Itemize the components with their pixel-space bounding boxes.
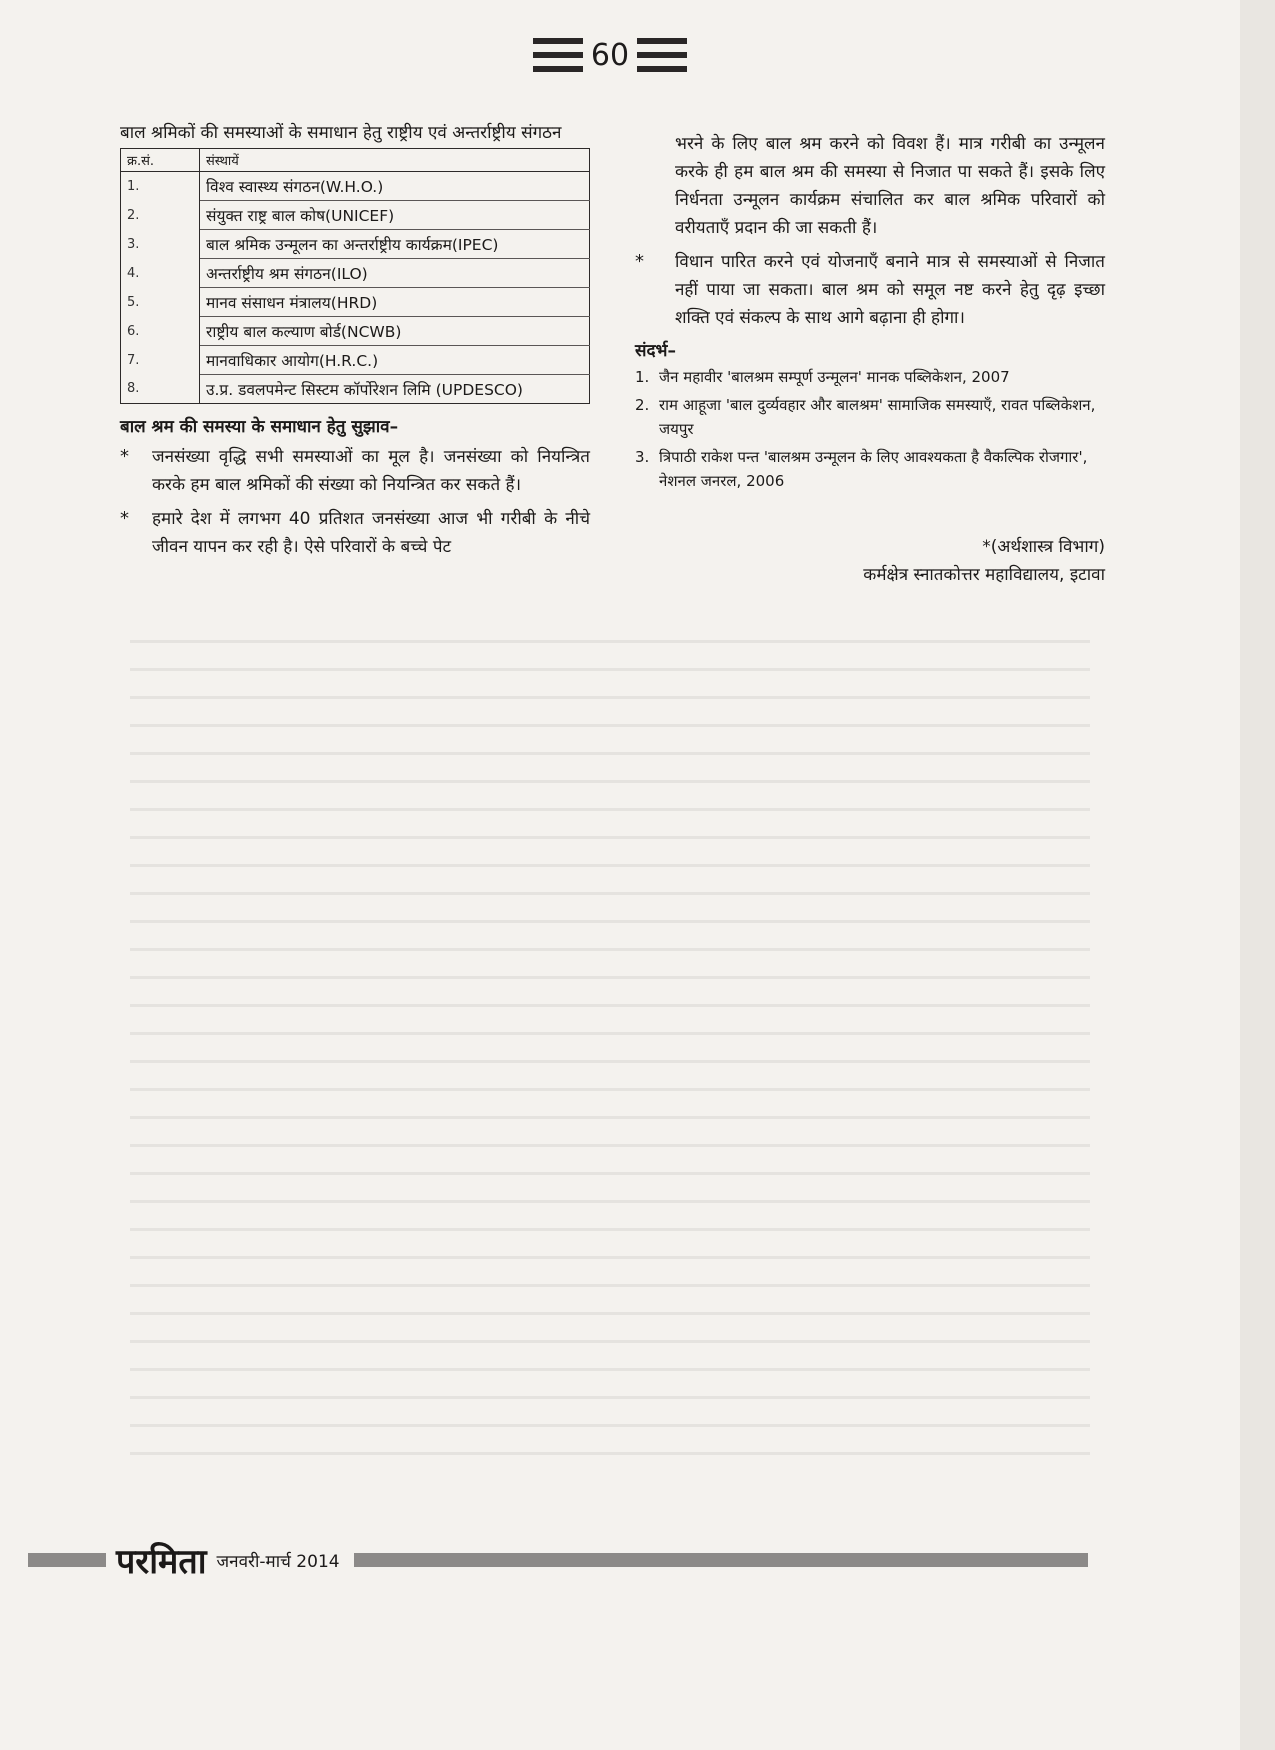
row-institution: बाल श्रमिक उन्मूलन का अन्तर्राष्ट्रीय कार्यक्रम(IPEC): [200, 230, 590, 259]
row-institution: अन्तर्राष्ट्रीय श्रम संगठन(ILO): [200, 259, 590, 288]
author-affiliation: [635, 533, 1105, 589]
row-serial: 2.: [121, 201, 200, 230]
row-serial: 6.: [121, 317, 200, 346]
right-column: [635, 130, 1105, 589]
asterisk-bullet-icon: *: [635, 251, 644, 272]
reference-text: त्रिपाठी राकेश पन्त 'बालश्रम उन्मूलन के लिए आवश्यकता है वैकल्पिक रोजगार', नेशनल जनरल, 2006: [659, 448, 1088, 490]
row-institution: मानवाधिकार आयोग(H.R.C.): [200, 346, 590, 375]
issue-date: जनवरी-मार्च 2014: [216, 1551, 340, 1572]
row-institution: संयुक्त राष्ट्र बाल कोष(UNICEF): [200, 201, 590, 230]
table-row: [121, 288, 590, 317]
asterisk-bullet-icon: *: [120, 508, 129, 529]
table-header-row: [121, 149, 590, 172]
page-number: [530, 30, 690, 80]
footer-stripe-right: [354, 1553, 1088, 1567]
bleed-through-text: [130, 640, 1090, 1500]
reference-item: [635, 393, 1105, 441]
row-institution: राष्ट्रीय बाल कल्याण बोर्ड(NCWB): [200, 317, 590, 346]
department-name: *(अर्थशास्त्र विभाग): [982, 537, 1105, 557]
table-row: [121, 172, 590, 201]
table-row: [121, 346, 590, 375]
reference-text: राम आहूजा 'बाल दुर्व्यवहार और बालश्रम' सामाजिक समस्याएँ, रावत पब्लिकेशन, जयपुर: [659, 396, 1096, 438]
reference-item: [635, 365, 1105, 389]
page-number-value: 60: [590, 37, 630, 73]
suggestion-continuation: भरने के लिए बाल श्रम करने को विवश हैं। मात्र गरीबी का उन्मूलन करके ही हम बाल श्रम की समस्या से निजात पा सकते हैं। इसके लिए निर्धनता उन्मूलन कार्यक्रम संचालित कर बाल श्रमिक परिवारों को वरीयताएँ प्रदान की जा सकती हैं।: [675, 134, 1105, 238]
reference-item: [635, 445, 1105, 493]
college-name: कर्मक्षेत्र स्नातकोत्तर महाविद्यालय, इटावा: [863, 565, 1105, 585]
suggestion-item: [120, 443, 590, 499]
table-row: [121, 230, 590, 259]
table-row: [121, 201, 590, 230]
footer-stripe-left: [28, 1553, 106, 1567]
reference-number: 2.: [635, 396, 650, 414]
row-institution: मानव संसाधन मंत्रालय(HRD): [200, 288, 590, 317]
suggestion-text: जनसंख्या वृद्धि सभी समस्याओं का मूल है। जनसंख्या को नियन्त्रित करके हम बाल श्रमिकों की संख्या को नियन्त्रित कर सकते हैं।: [152, 447, 590, 495]
suggestion-item: [635, 248, 1105, 332]
organizations-table: [120, 148, 590, 404]
page-number-bars-right: [637, 38, 687, 72]
row-serial: 1.: [121, 172, 200, 201]
suggestions-heading: बाल श्रम की समस्या के समाधान हेतु सुझाव–: [120, 417, 399, 437]
table-row: [121, 317, 590, 346]
row-serial: 7.: [121, 346, 200, 375]
table-row: [121, 259, 590, 288]
row-serial: 8.: [121, 375, 200, 404]
header-institutions: संस्थायें: [200, 149, 590, 172]
journal-logo: परमिता: [116, 1542, 207, 1582]
table-row: [121, 375, 590, 404]
asterisk-bullet-icon: *: [120, 446, 129, 467]
page-footer: [28, 1536, 1088, 1584]
row-serial: 4.: [121, 259, 200, 288]
suggestion-text: विधान पारित करने एवं योजनाएँ बनाने मात्र से समस्याओं से निजात नहीं पाया जा सकता। बाल श्रम को समूल नष्ट करने हेतु दृढ़ इच्छा शक्ति एवं संकल्प के साथ आगे बढ़ाना ही होगा।: [675, 252, 1105, 328]
header-serial: क्र.सं.: [121, 149, 200, 172]
table-title: बाल श्रमिकों की समस्याओं के समाधान हेतु राष्ट्रीय एवं अन्तर्राष्ट्रीय संगठन: [120, 123, 562, 143]
row-institution: उ.प्र. डवलपमेन्ट सिस्टम कॉर्पोरेशन लिमि (UPDESCO): [206, 381, 523, 399]
suggestion-text: हमारे देश में लगभग 40 प्रतिशत जनसंख्या आज भी गरीबी के नीचे जीवन यापन कर रही है। ऐसे परिवारों के बच्चे पेट: [152, 509, 590, 557]
reference-number: 1.: [635, 368, 650, 386]
reference-number: 3.: [635, 448, 650, 466]
row-serial: 3.: [121, 230, 200, 259]
suggestion-item: [120, 505, 590, 561]
reference-text: जैन महावीर 'बालश्रम सम्पूर्ण उन्मूलन' मानक पब्लिकेशन, 2007: [659, 368, 1010, 386]
row-institution: विश्व स्वास्थ्य संगठन(W.H.O.): [200, 172, 590, 201]
page-number-bars-left: [533, 38, 583, 72]
row-serial: 5.: [121, 288, 200, 317]
left-column: [120, 120, 590, 567]
references-heading: संदर्भ–: [635, 341, 676, 361]
